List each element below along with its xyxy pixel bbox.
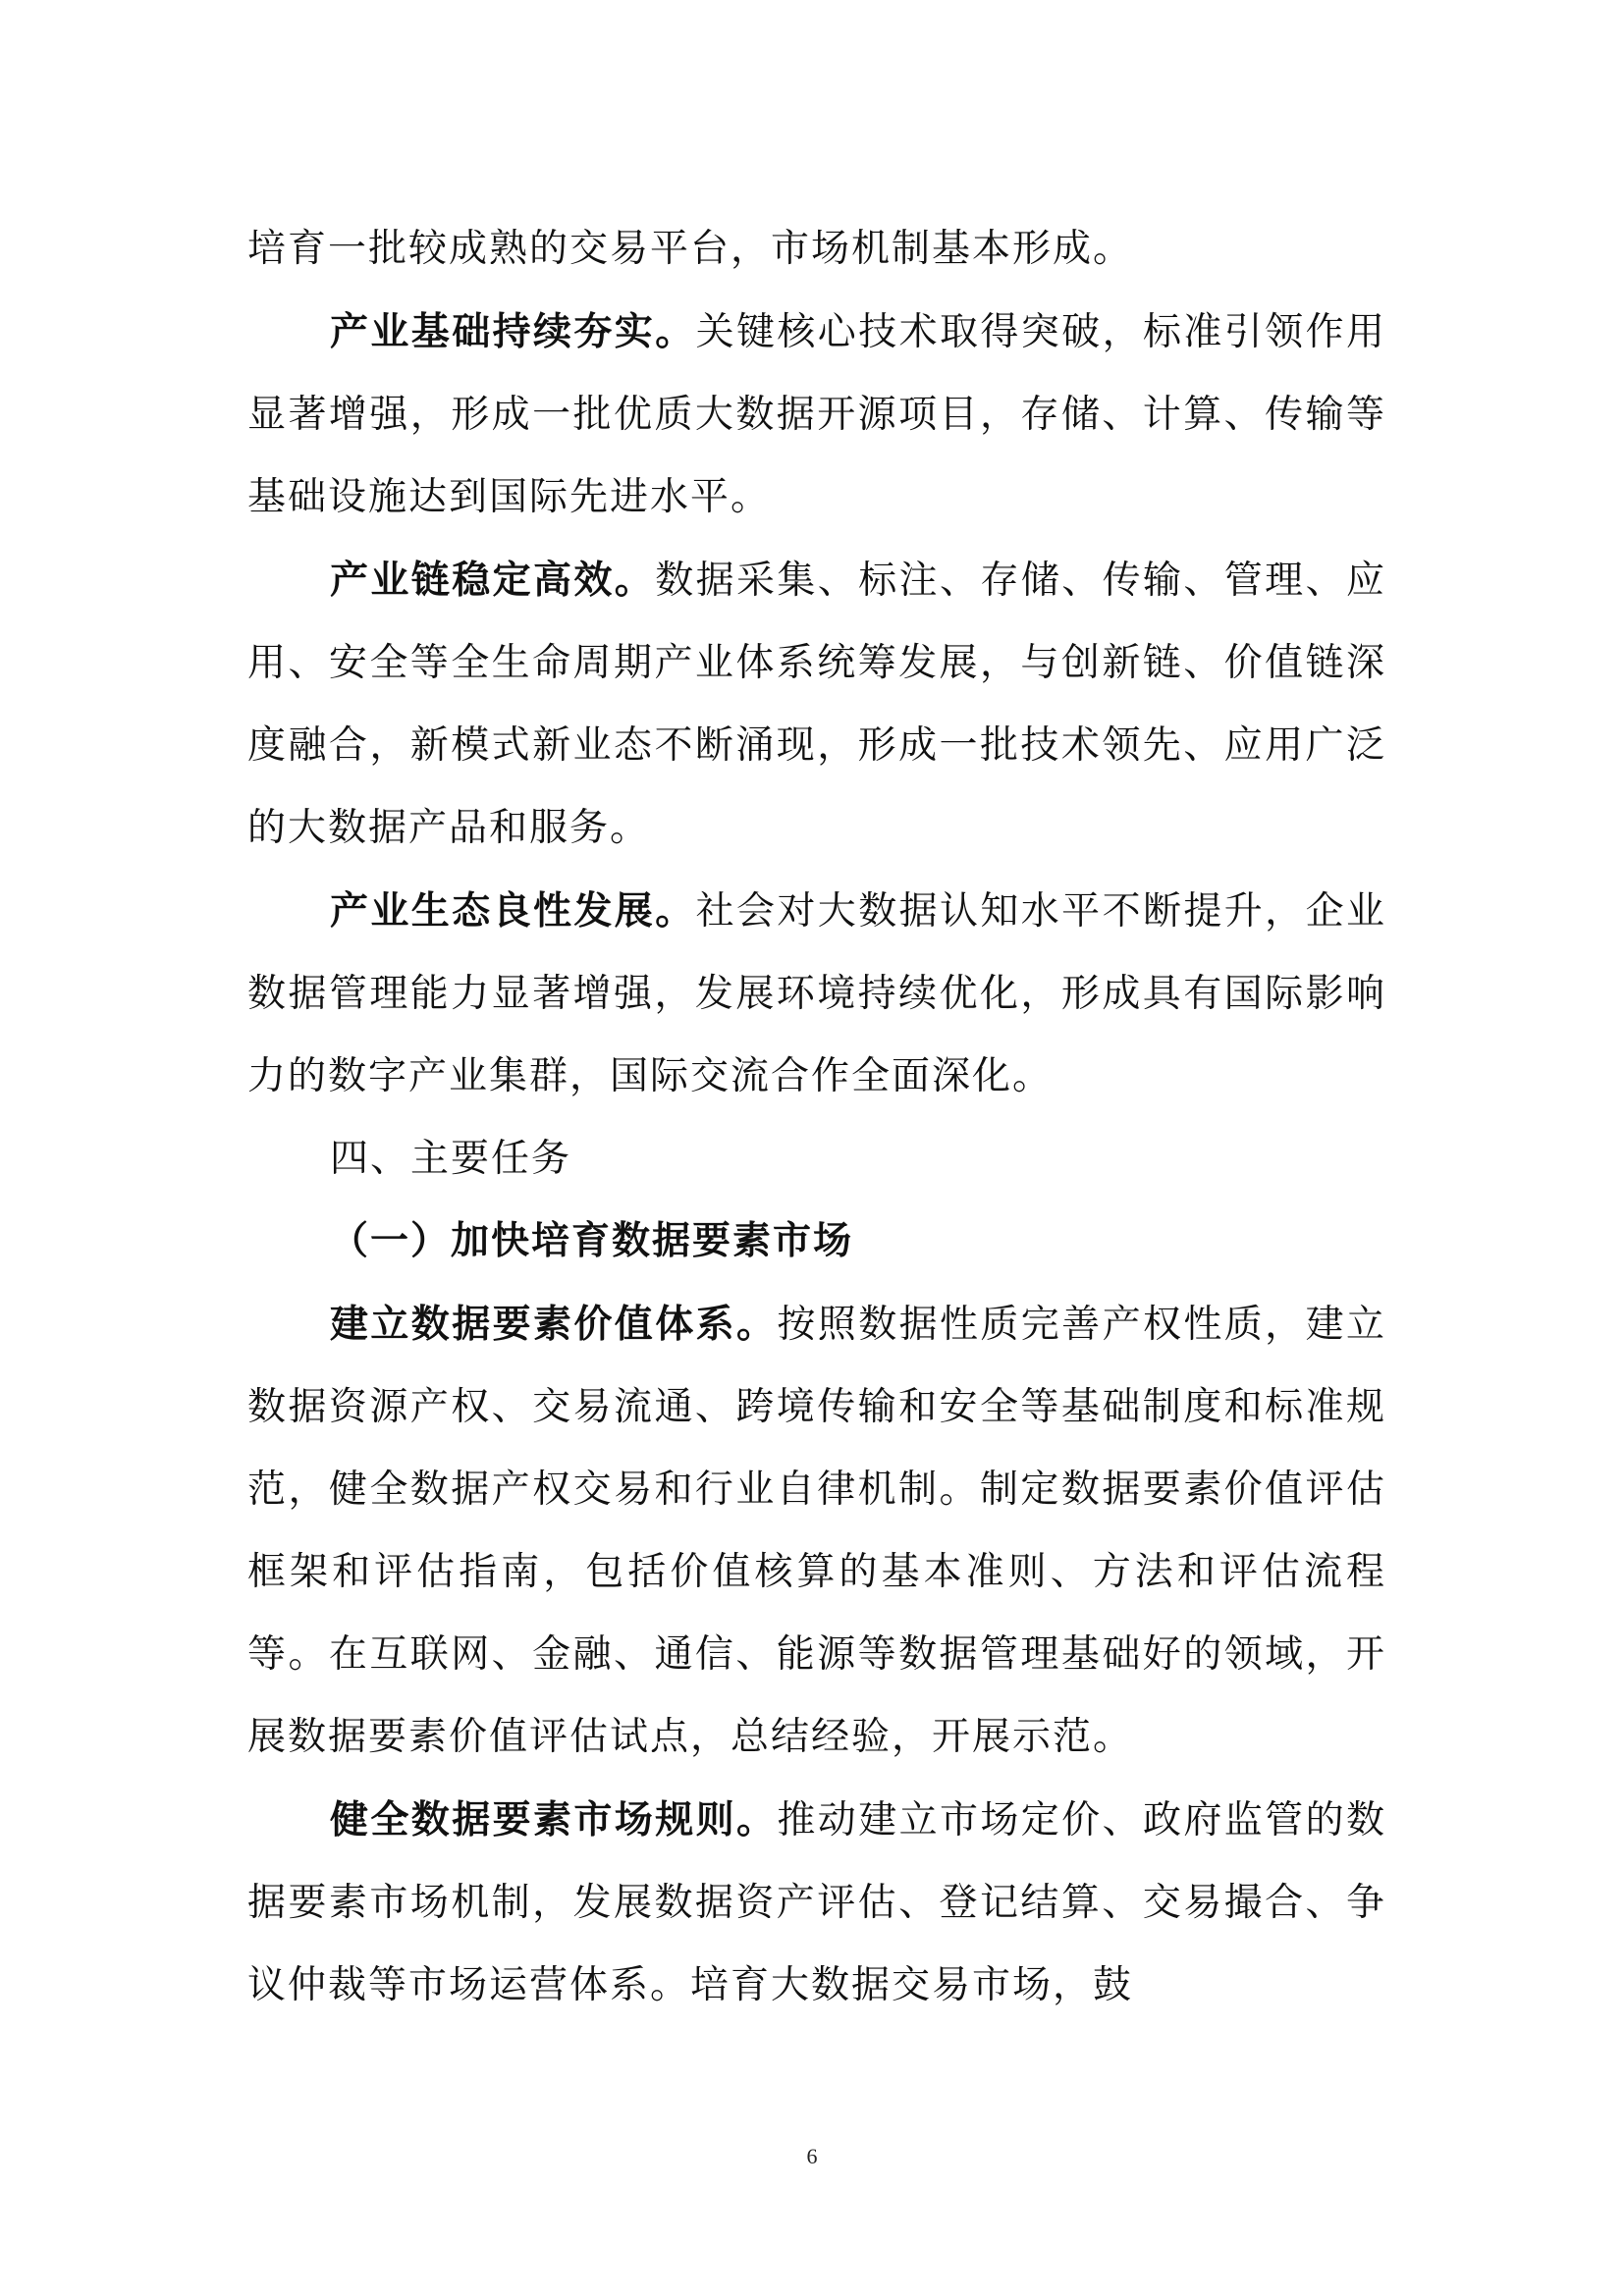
goal-paragraph-industry-foundation [247,291,1386,539]
section-heading: 四、主要任务 [330,1137,572,1181]
page-number: 6 [806,2144,818,2168]
task-lead-market-rules: 健全数据要素市场规则。 [330,1797,778,1842]
task-paragraph-market-rules [247,1779,1386,2027]
subsection-heading: （一）加快培育数据要素市场 [330,1219,854,1263]
task-body-value-system: 按照数据性质完善产权性质，建立数据资源产权、交易流通、跨境传输和安全等基础制度和标准规范，健全数据产权交易和行业自律机制。制定数据要素价值评估框架和评估指南，包括价值核算的基本准则、方法和评估流程等。在互联网、金融、通信、能源等数据管理基础好的领域，开展数据要素价值评估试点，总结经验，开展示范。 [247,1303,1386,1759]
goal-lead-industry-foundation: 产业基础持续夯实。 [330,309,696,354]
page-content [247,208,1386,2027]
continuation-text: 培育一批较成熟的交易平台，市场机制基本形成。 [247,227,1134,271]
continuation-paragraph [247,208,1386,291]
goal-lead-industry-ecosystem: 产业生态良性发展。 [330,888,696,934]
goal-body-industry-chain: 数据采集、标注、存储、传输、管理、应用、安全等全生命周期产业体系统筹发展，与创新链、价值链深度融合，新模式新业态不断涌现，形成一批技术领先、应用广泛的大数据产品和服务。 [247,559,1386,850]
task-paragraph-value-system [247,1283,1386,1779]
task-lead-value-system: 建立数据要素价值体系。 [330,1302,778,1347]
goal-lead-industry-chain: 产业链稳定高效。 [330,558,656,603]
goal-paragraph-industry-chain [247,539,1386,870]
goal-body-industry-foundation: 关键核心技术取得突破，标准引领作用显著增强，形成一批优质大数据开源项目，存储、计算、传输等基础设施达到国际先进水平。 [247,310,1386,519]
goal-paragraph-industry-ecosystem [247,870,1386,1118]
task-body-market-rules: 推动建立市场定价、政府监管的数据要素市场机制，发展数据资产评估、登记结算、交易撮合、争议仲裁等市场运营体系。培育大数据交易市场，鼓 [247,1798,1386,2007]
goal-body-industry-ecosystem: 社会对大数据认知水平不断提升，企业数据管理能力显著增强，发展环境持续优化，形成具有国际影响力的数字产业集群，国际交流合作全面深化。 [247,889,1386,1098]
